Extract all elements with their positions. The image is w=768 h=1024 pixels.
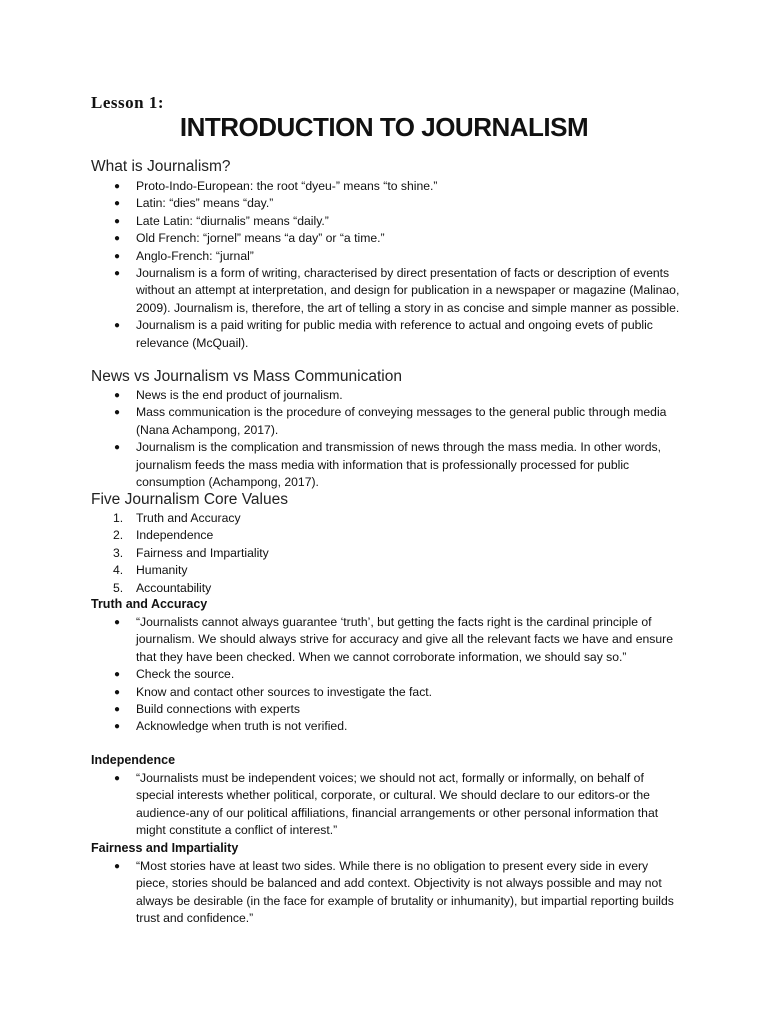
page-title: INTRODUCTION TO JOURNALISM [179,112,589,142]
list-item [113,684,683,701]
list-item-text: Fairness and Impartiality [136,545,269,560]
list-item [113,178,683,195]
bullet-icon: ● [114,390,121,401]
subheading-fairness-and-impartiality: Fairness and Impartiality [91,841,239,855]
bullet-icon: ● [114,861,121,872]
independence-list [113,770,683,840]
core-values-list [113,510,683,597]
list-item-text: Truth and Accuracy [136,511,241,525]
list-item-text: Proto-Indo-European: the root “dyeu-” means “to shine.” [136,179,438,193]
list-item [113,580,683,597]
list-item-text: Late Latin: “diurnalis” means “daily.” [136,213,329,228]
subheading-truth-and-accuracy: Truth and Accuracy [91,597,208,611]
truth-and-accuracy-list [113,614,683,736]
list-item [113,404,683,439]
list-item-text: Humanity [136,563,188,578]
bullet-icon: ● [114,669,121,681]
list-item [113,439,683,491]
section-heading-core-values: Five Journalism Core Values [91,491,288,508]
list-number: 4. [113,563,124,578]
list-item-text: Build connections with experts [136,702,300,717]
list-item [113,387,683,404]
bullet-icon: ● [114,442,121,454]
list-item-text: Mass communication is the procedure of conveying messages to the general public through media (Nana Achampong, 2017). [136,405,667,437]
bullet-icon: ● [114,268,121,280]
list-item-text: “Most stories have at least two sides. While there is no obligation to present every side in every piece, stories should be balanced and add context. Objectivity is not always possible and may not always be desirable (in the face for example of brutality or inhumanity), but impartial reporting builds trust and confidence.” [136,859,674,926]
section-heading-news-vs-journalism: News vs Journalism vs Mass Communication [91,368,402,385]
list-item [113,562,683,579]
bullet-icon: ● [114,686,121,698]
bullet-icon: ● [114,721,121,733]
bullet-icon: ● [114,704,121,716]
bullet-icon: ● [114,215,121,227]
subheading-independence: Independence [91,753,176,767]
list-item-text: Acknowledge when truth is not verified. [136,719,348,734]
list-item [113,701,683,718]
list-item-text: Old French: “jornel” means “a day” or “a time.” [136,231,385,246]
list-item [113,248,683,265]
section-heading-what-is-journalism: What is Journalism? [91,158,231,175]
news-vs-journalism-list [113,387,683,491]
list-number: 3. [113,545,124,560]
list-number: 5. [113,580,124,595]
bullet-icon: ● [114,320,121,332]
bullet-icon: ● [114,617,121,628]
list-number: 1. [113,511,124,525]
list-item [113,510,683,527]
fairness-list [113,858,683,928]
bullet-icon: ● [114,181,121,192]
list-item [113,666,683,683]
list-item-text: Latin: “dies” means “day.” [136,196,274,211]
what-is-journalism-list [113,178,683,352]
list-item [113,230,683,247]
list-item-text: Accountability [136,580,212,595]
list-item [113,858,683,928]
bullet-icon: ● [114,250,121,262]
list-item-text: Journalism is the complication and transmission of news through the mass media. In other words, journalism feeds the mass media with information that is professionally processed for public consumption (Achampong, 2017). [136,440,661,490]
lesson-label: Lesson 1: [91,93,164,112]
list-item [113,614,683,666]
list-item-text: Journalism is a paid writing for public media with reference to actual and ongoing evets of public relevance (McQuail). [136,318,653,350]
list-item-text: “Journalists must be independent voices; we should not act, formally or informally, on behalf of special interests whether political, corporate, or cultural. We should declare to our editors-or the audience-any of our political affiliations, financial arrangements or other personal information that might constitute a conflict of interest.” [136,771,659,838]
list-item-text: Anglo-French: “jurnal” [136,248,254,263]
list-item [113,195,683,212]
bullet-icon: ● [114,198,121,210]
list-item [113,770,683,840]
list-item-text: Independence [136,528,214,543]
list-number: 2. [113,528,124,543]
bullet-icon: ● [114,233,121,245]
list-item [113,718,683,735]
list-item [113,527,683,544]
list-item-text: News is the end product of journalism. [136,388,343,402]
list-item-text: “Journalists cannot always guarantee ‘truth’, but getting the facts right is the cardinal principle of journalism. We should always strive for accuracy and give all the relevant facts we have and ensure that they have been checked. When we cannot corroborate information, we should say so.” [136,615,673,664]
list-item-text: Know and contact other sources to investigate the fact. [136,684,433,699]
list-item [113,545,683,562]
list-item [113,213,683,230]
list-item-text: Check the source. [136,667,235,682]
bullet-icon: ● [114,773,121,784]
bullet-icon: ● [114,407,121,419]
list-item-text: Journalism is a form of writing, characterised by direct presentation of facts or description of events without an attempt at interpretation, and design for publication in a newspaper or magazine (Malinao, 2009). Journalism is, therefore, the art of telling a story in as concise and simple manner as possible. [136,266,680,315]
list-item [113,265,683,317]
list-item [113,317,683,352]
